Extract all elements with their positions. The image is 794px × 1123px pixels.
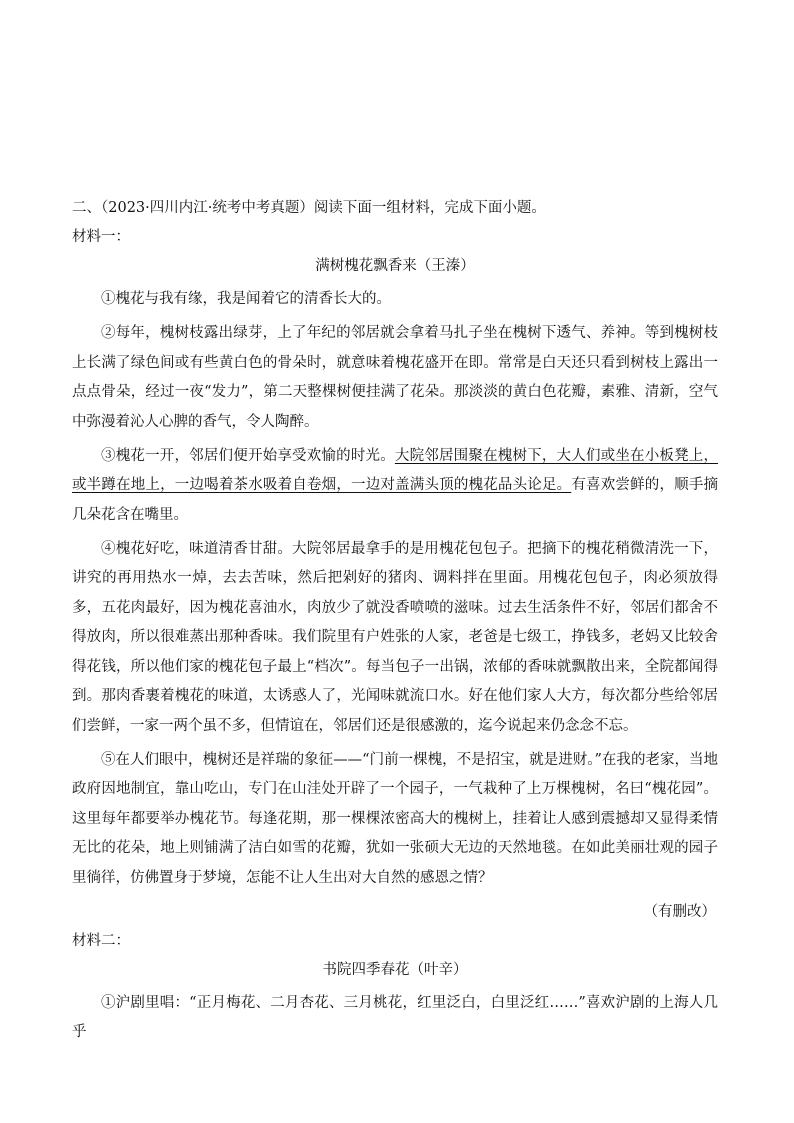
material-one-title: 满树槐花飘香来（王溱）	[315, 258, 475, 274]
material-one-paragraph-3	[72, 442, 718, 531]
material-one-paragraph-2: ②每年，槐树枝露出绿芽，上了年纪的邻居就会拿着马扎子坐在槐树下透气、养神。等到槐树枝上长满了绿色间或有些黄白色的骨朵时，就意味着槐花盛开在即。常常是白天还只看到树枝上露出一点点骨朵，经过一夜“发力”，第二天整棵树便挂满了花朵。那淡淡的黄白色花瓣，素雅、清新，空气中弥漫着沁人心脾的香气，令人陶醉。	[72, 325, 718, 430]
paragraph-3-tail: 有喜欢尝鲜的，顺手摘几朵花含在嘴里。	[72, 477, 719, 523]
material-one-paragraph-5: ⑤在人们眼中，槐树还是祥瑞的象征——“门前一棵槐，不是招宝，就是进财。”在我的老家，当地政府因地制宜，靠山吃山，专门在山洼处开辟了一个园子，一气栽种了上万棵槐树，名曰“槐花园”。这里每年都要举办槐花节。每逢花期，那一棵棵浓密高大的槐树上，挂着让人感到震撼却又显得柔情无比的花朵，地上则铺满了洁白如雪的花瓣，犹如一张硕大无边的天然地毯。在如此美丽壮观的园子里徜徉，仿佛置身于梦境，怎能不让人生出对大自然的感恩之情？	[72, 751, 718, 886]
paragraph-3-lead: ③槐花一开，邻居们便开始享受欢愉的时光。	[101, 447, 395, 464]
underlined-sentence: 大院邻居围聚在槐树下，大人们或坐在小板凳上，或半蹲在地上，一边喝着茶水吸着自卷烟，一边对盖满头顶的槐花品头论足。	[72, 447, 719, 493]
material-two-title: 书院四季春花（叶辛）	[322, 961, 468, 978]
material-one-paragraph-4: ④槐花好吃，味道清香甘甜。大院邻居最拿手的是用槐花包包子。把摘下的槐花稍微清洗一下，讲究的再用热水一焯，去去苦味，然后把剁好的猪肉、调料拌在里面。用槐花包包子，肉必须放得多，五花肉最好，因为槐花喜油水，肉放少了就没香喷喷的滋味。过去生活条件不好，邻居们都舍不得放肉，所以很难蒸出那种香味。我们院里有户姓张的人家，老爸是七级工，挣钱多，老妈又比较舍得花钱，所以他们家的槐花包子最上“档次”。每当包子一出锅，浓郁的香味就飘散出来，全院都闻得到。那肉香裹着槐花的味道，太诱惑人了，光闻味就流口水。好在他们家人大方，每次都分些给邻居们尝鲜，一家一两个虽不多，但情谊在，邻居们还是很感激的，迄今说起来仍念念不忘。	[72, 540, 718, 734]
question-intro: 二、（2023·四川内江·统考中考真题）阅读下面一组材料，完成下面小题。	[72, 200, 546, 216]
material-two-paragraph-1: ①沪剧里唱：“正月梅花、二月杏花、三月桃花，红里泛白，白里泛红……”喜欢沪剧的上海人几乎	[72, 994, 718, 1040]
document-content	[72, 194, 718, 1052]
material-two-label: 材料二：	[72, 932, 130, 949]
edit-note: （有删改）	[643, 903, 716, 920]
material-one-label: 材料一：	[72, 229, 130, 245]
material-one-paragraph-1: ①槐花与我有缘，我是闻着它的清香长大的。	[101, 291, 391, 307]
